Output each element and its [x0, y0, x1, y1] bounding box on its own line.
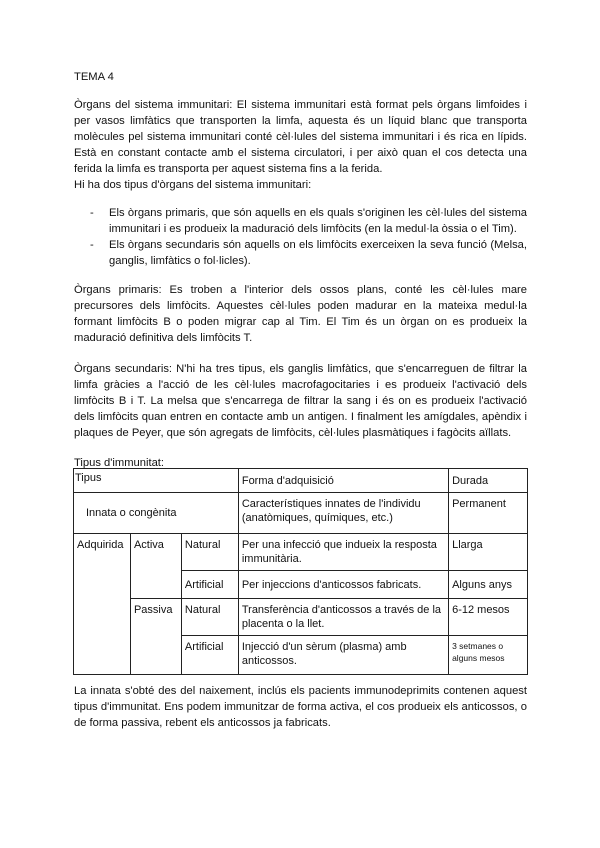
cell-sub: Natural	[181, 534, 238, 571]
bullet-marker: -	[90, 239, 94, 251]
document-title: TEMA 4	[74, 71, 114, 83]
cell-activa: Activa	[130, 534, 181, 599]
cell-forma: Injecció d'un sèrum (plasma) amb anticossos.	[238, 636, 448, 675]
cell-forma: Característiques innates de l'individu (anatòmiques, químiques, etc.)	[238, 493, 448, 534]
bullet-marker: -	[90, 207, 94, 219]
organ-types-intro: Hi ha dos tipus d'òrgans del sistema immunitari:	[74, 179, 312, 191]
cell-passiva: Passiva	[130, 599, 181, 675]
list-item-text: Els òrgans primaris, que són aquells en els quals s'originen les cèl·lules del sistema immunitari i es produeix la maduració dels limfòcits (en la medul·la òssia o el Tim).	[109, 207, 527, 235]
secondary-organs-paragraph: Òrgans secundaris: N'hi ha tres tipus, els ganglis limfàtics, que s'encarreguen de filtrar la limfa gràcies a l'acció de les cèl·lules macrofagocitaries i es produeix l'activació dels limfòcits B i T. La melsa que s'encarrega de filtrar la sang i és on es produeix l'activació dels limfòcits quan entren en contacte amb un antigen. I finalment les amígdales, apèndix i plaques de Peyer, que són agregats de limfòcits, cèl·lules plasmàtiques i fagòcits aïllats.	[74, 363, 527, 439]
table-row	[74, 493, 528, 534]
list-item-text: Els òrgans secundaris són aquells on els limfòcits exerceixen la seva funció (Melsa, ganglis, limfàtics o fol·licles).	[109, 239, 527, 267]
cell-sub: Artificial	[181, 636, 238, 675]
cell-sub: Artificial	[181, 571, 238, 599]
cell-adquirida: Adquirida	[74, 534, 131, 675]
cell-forma: Transferència d'anticossos a través de la placenta o la llet.	[238, 599, 448, 636]
intro-paragraph: Òrgans del sistema immunitari: El sistema immunitari està format pels òrgans limfoides i per vasos limfàtics que transporten la limfa, aquesta és un líquid blanc que transporta molècules pel sistema immunitari conté cèl·lules del sistema immunitari i és rica en lípids. Està en constant contacte amb el sistema circulatori, i per això quan el cos detecta una ferida la limfa es transporta per aquest sistema fins a la ferida.	[74, 99, 527, 175]
cell-forma: Per una infecció que indueix la resposta immunitària.	[238, 534, 448, 571]
cell-forma: Per injeccions d'anticossos fabricats.	[238, 571, 448, 599]
table-caption: Tipus d'immunitat:	[74, 457, 165, 469]
cell-durada: Llarga	[449, 534, 528, 571]
table-row	[74, 599, 528, 636]
organ-types-list	[74, 205, 527, 269]
cell-durada: 3 setmanes o alguns mesos	[449, 636, 528, 675]
cell-durada: Alguns anys	[449, 571, 528, 599]
cell-tipus: Innata o congènita	[74, 493, 239, 534]
list-item	[74, 237, 527, 269]
cell-durada: Permanent	[449, 493, 528, 534]
header-tipus: Tipus	[74, 469, 239, 493]
header-durada: Durada	[449, 469, 528, 493]
closing-paragraph: La innata s'obté des del naixement, inclús els pacients immunodeprimits contenen aquest tipus d'immunitat. Ens podem immunitzar de forma activa, el cos produeix els anticossos, o de forma passiva, rebent els anticossos ja fabricats.	[74, 685, 527, 729]
immunity-table	[73, 468, 528, 675]
header-forma: Forma d'adquisició	[238, 469, 448, 493]
table-row	[74, 534, 528, 571]
cell-durada: 6-12 mesos	[449, 599, 528, 636]
table-header-row	[74, 469, 528, 493]
cell-sub: Natural	[181, 599, 238, 636]
primary-organs-paragraph: Òrgans primaris: Es troben a l'interior dels ossos plans, conté les cèl·lules mare precursores dels limfòcits. Aquestes cèl·lules poden madurar en la mateixa medul·la formant limfòcits B o poden migrar cap al Tim. El Tim és un òrgan on es produeix la maduració definitiva dels limfòcits T.	[74, 284, 527, 344]
list-item	[74, 205, 527, 237]
